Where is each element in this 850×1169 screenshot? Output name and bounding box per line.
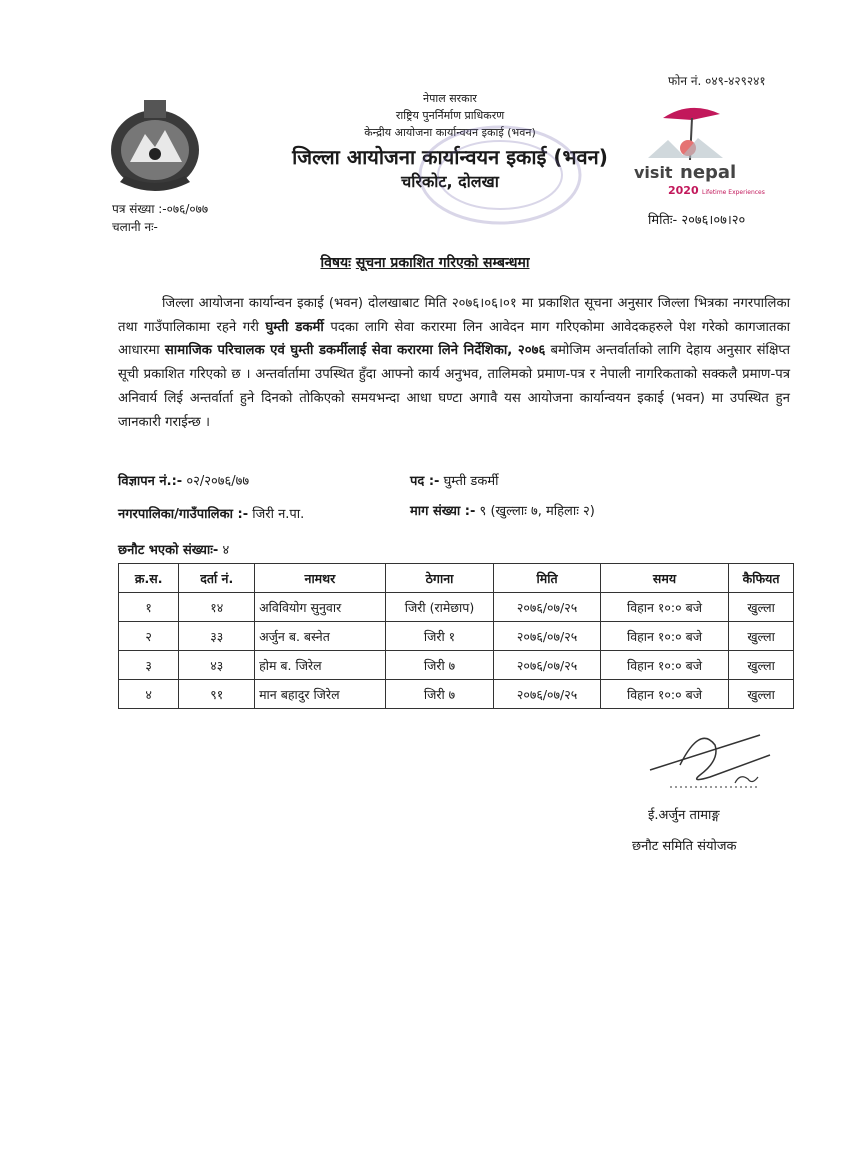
cell-name: अर्जुन ब. बस्नेत: [255, 622, 386, 651]
cell-sn: ३: [119, 651, 179, 680]
cell-name: होम ब. जिरेल: [255, 651, 386, 680]
header-sn: क्र.स.: [119, 564, 179, 593]
post-value: घुम्ती डकर्मी: [443, 474, 499, 489]
office-name: जिल्ला आयोजना कार्यान्वयन इकाई (भवन): [292, 145, 608, 169]
selected-label: छनौट भएको संख्याः-: [118, 543, 219, 558]
cell-date: २०७६/०७/२५: [494, 680, 600, 709]
cell-reg-no: ९१: [179, 680, 255, 709]
table-row: [119, 680, 794, 709]
gov-line-2: राष्ट्रिय पुनर्निर्माण प्राधिकरण: [395, 109, 505, 122]
signature-icon: [640, 715, 780, 795]
signatory-title: छनौट समिति संयोजक: [632, 839, 737, 854]
body-part-3: बमोजिम अन्तर्वार्ताको लागि देहाय अनुसार संक्षिप्त सूची प्रकाशित गरिएको छ । अन्तर्वार्तामा उपस्थित हुँदा आफ्नो कार्य अनुभव, तालिमको प्रमाण-पत्र र नेपाली नागरिकताको सक्कलै प्रमाण-पत्र अनिवार्य लिई अन्तर्वार्ता हुने दिनको तोकिएको समयभन्दा आधा घण्टा अगावै यस आयोजना कार्यान्वयन इकाई (भवन) मा उपस्थित हुन जानकारी गराईन्छ ।: [118, 343, 790, 430]
municipality: [118, 504, 304, 522]
cell-date: २०७६/०७/२५: [494, 593, 600, 622]
ad-label: विज्ञापन नं.:-: [118, 474, 183, 489]
nepal-emblem-icon: [100, 92, 210, 200]
table-row: [119, 651, 794, 680]
ad-number: [118, 471, 249, 489]
header-date: मिति: [494, 564, 600, 593]
reference-block: [112, 200, 208, 236]
demand-value: ९ (खुल्लाः ७, महिलाः २): [479, 504, 595, 519]
letter-date: मितिः- २०७६।०७।२०: [648, 213, 746, 228]
cell-time: विहान १०:० बजे: [600, 593, 728, 622]
cell-date: २०७६/०७/२५: [494, 651, 600, 680]
subject-text: सूचना प्रकाशित गरिएको सम्बन्धमा: [355, 255, 530, 271]
municipality-label: नगरपालिका/गाउँपालिका :-: [118, 507, 249, 522]
body-bold-1: घुम्ती डकर्मी: [265, 319, 324, 335]
body-bold-2: सामाजिक परिचालक एवं घुम्ती डकर्मीलाई सेवा करारमा लिने निर्देशिका, २०७६: [164, 343, 546, 359]
svg-text:2020: 2020: [668, 184, 699, 197]
phone-number: फोन नं. ०४९-४२९२४१: [668, 74, 766, 88]
office-place: चरिकोट, दोलखा: [401, 172, 499, 191]
svg-text:nepal: nepal: [680, 162, 737, 183]
header-name: नामथर: [255, 564, 386, 593]
visit-nepal-logo-icon: [628, 100, 765, 200]
demand-count: [410, 501, 595, 519]
table-row: [119, 622, 794, 651]
cell-remarks: खुल्ला: [729, 593, 794, 622]
cell-time: विहान १०:० बजे: [600, 680, 728, 709]
header-time: समय: [600, 564, 728, 593]
header-reg-no: दर्ता नं.: [179, 564, 255, 593]
subject-prefix: विषयः: [320, 255, 351, 271]
dispatch-number: चलानी नः-: [112, 220, 158, 234]
office-stamp-icon: [410, 120, 590, 230]
selected-count: [118, 540, 229, 558]
cell-reg-no: ४३: [179, 651, 255, 680]
cell-remarks: खुल्ला: [729, 680, 794, 709]
table-row: [119, 593, 794, 622]
cell-date: २०७६/०७/२५: [494, 622, 600, 651]
cell-sn: १: [119, 593, 179, 622]
cell-name: मान बहादुर जिरेल: [255, 680, 386, 709]
subject-line: [0, 253, 850, 272]
header-remarks: कैफियत: [729, 564, 794, 593]
cell-sn: ४: [119, 680, 179, 709]
cell-address: जिरी ७: [385, 680, 494, 709]
cell-reg-no: १४: [179, 593, 255, 622]
cell-time: विहान १०:० बजे: [600, 651, 728, 680]
gov-line-3: केन्द्रीय आयोजना कार्यान्वयन इकाई (भवन): [364, 126, 536, 139]
cell-reg-no: ३३: [179, 622, 255, 651]
cell-address: जिरी १: [385, 622, 494, 651]
svg-text:Lifetime Experiences: Lifetime Experiences: [702, 189, 765, 196]
municipality-value: जिरी न.पा.: [252, 507, 305, 522]
svg-text:visit: visit: [634, 163, 673, 182]
cell-address: जिरी (रामेछाप): [385, 593, 494, 622]
demand-label: माग संख्या :-: [410, 504, 476, 519]
ad-value: ०२/२०७६/७७: [186, 474, 250, 489]
notice-body: [118, 292, 790, 434]
post-label: पद :-: [410, 474, 440, 489]
signatory-name: ई.अर्जुन तामाङ्ग: [648, 808, 720, 823]
cell-sn: २: [119, 622, 179, 651]
table-header-row: [119, 564, 794, 593]
cell-address: जिरी ७: [385, 651, 494, 680]
shortlist-table: [118, 563, 794, 709]
cell-name: अविवियोग सुनुवार: [255, 593, 386, 622]
cell-remarks: खुल्ला: [729, 622, 794, 651]
body-part-1: जिल्ला आयोजना कार्यान्वन इकाई (भवन) दोलखाबाट मिति २०७६।०६।०१ मा प्रकाशित सूचना अनुसार जिल्ला भित्रका नगरपालिका तथा गाउँपालिकामा रहने गरी: [118, 296, 790, 335]
header-address: ठेगाना: [385, 564, 494, 593]
cell-remarks: खुल्ला: [729, 651, 794, 680]
letter-number: पत्र संख्या :-०७६/०७७: [112, 202, 209, 216]
post: [410, 471, 498, 489]
selected-value: ४: [222, 543, 230, 558]
cell-time: विहान १०:० बजे: [600, 622, 728, 651]
body-part-2: पदका लागि सेवा करारमा लिन आवेदन माग गरिएकोमा आवेदकहरुले पेश गरेको कागजातका आधारमा: [118, 319, 790, 359]
gov-line-1: नेपाल सरकार: [423, 92, 477, 105]
